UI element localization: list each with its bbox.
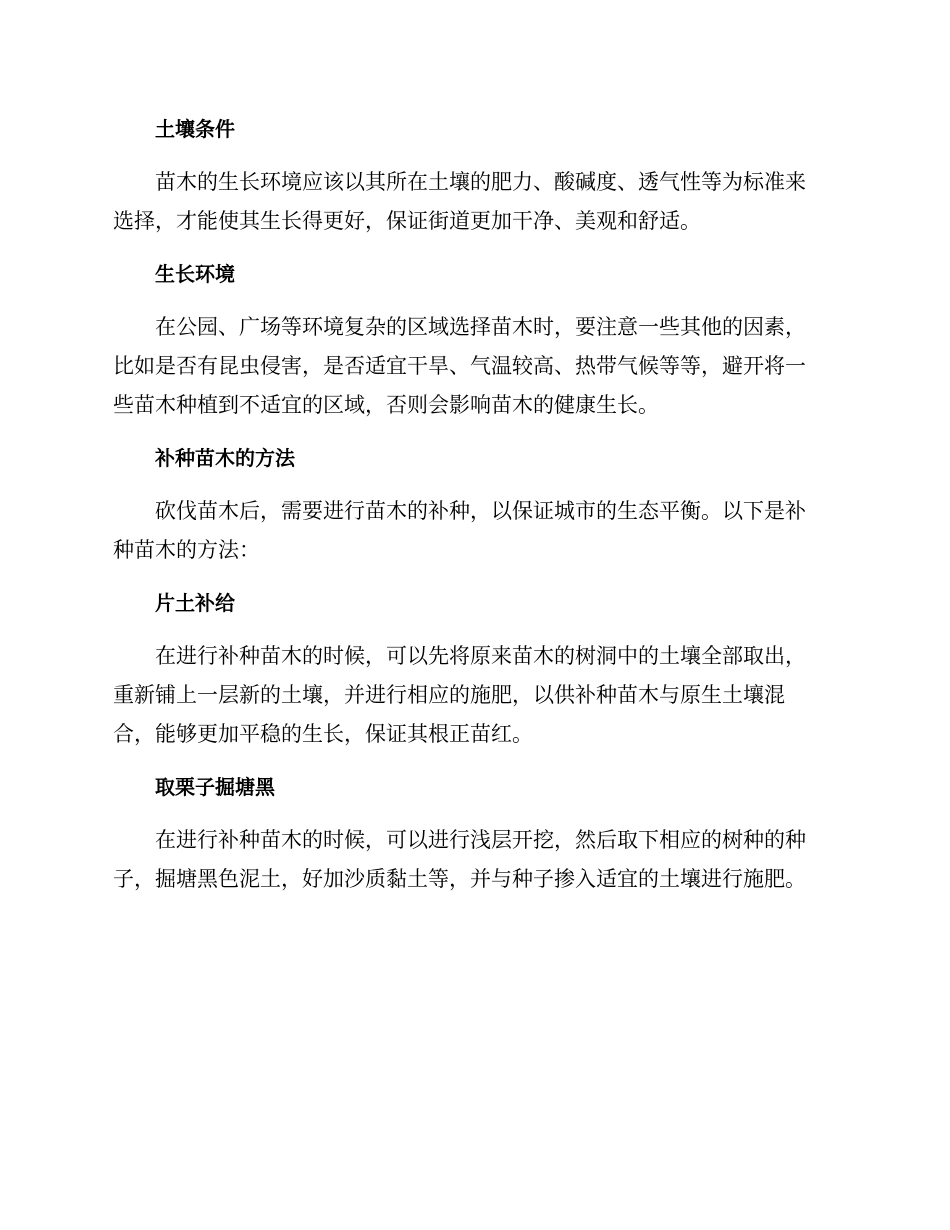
paragraph-line: 种苗木的方法： — [113, 538, 260, 562]
section-heading-growth-environment: 生长环境 — [155, 262, 235, 286]
paragraph-line: 比如是否有昆虫侵害，是否适宜干旱、气温较高、热带气候等等，避开将一 — [113, 354, 806, 378]
section-paragraph-soil-replenishment — [113, 637, 830, 754]
section-heading-replanting-methods: 补种苗木的方法 — [155, 446, 295, 470]
section-paragraph-replanting-methods — [113, 492, 830, 570]
paragraph-line: 苗木的生长环境应该以其所在土壤的肥力、酸碱度、透气性等为标准来 — [155, 170, 806, 194]
section-heading-soil-conditions: 土壤条件 — [155, 117, 235, 141]
paragraph-line: 在进行补种苗木的时候，可以先将原来苗木的树洞中的土壤全部取出， — [155, 644, 806, 668]
section-heading-soil-replenishment: 片土补给 — [155, 591, 235, 615]
section-paragraph-seed-collection — [113, 821, 830, 899]
section-paragraph-soil-conditions — [113, 163, 830, 241]
paragraph-line: 选择，才能使其生长得更好，保证街道更加干净、美观和舒适。 — [113, 209, 701, 233]
paragraph-line: 在公园、广场等环境复杂的区域选择苗木时，要注意一些其他的因素， — [155, 315, 806, 339]
paragraph-line: 子，掘塘黑色泥土，好加沙质黏土等，并与种子掺入适宜的土壤进行施肥。 — [113, 867, 806, 891]
paragraph-line: 合，能够更加平稳的生长，保证其根正苗红。 — [113, 722, 533, 746]
paragraph-line: 些苗木种植到不适宜的区域，否则会影响苗木的健康生长。 — [113, 393, 659, 417]
section-heading-seed-collection: 取栗子掘塘黑 — [155, 775, 275, 799]
paragraph-line: 砍伐苗木后，需要进行苗木的补种，以保证城市的生态平衡。以下是补 — [155, 499, 806, 523]
section-paragraph-growth-environment — [113, 308, 830, 425]
paragraph-line: 在进行补种苗木的时候，可以进行浅层开挖，然后取下相应的树种的种 — [155, 828, 806, 852]
paragraph-line: 重新铺上一层新的土壤，并进行相应的施肥，以供补种苗木与原生土壤混 — [113, 683, 785, 707]
